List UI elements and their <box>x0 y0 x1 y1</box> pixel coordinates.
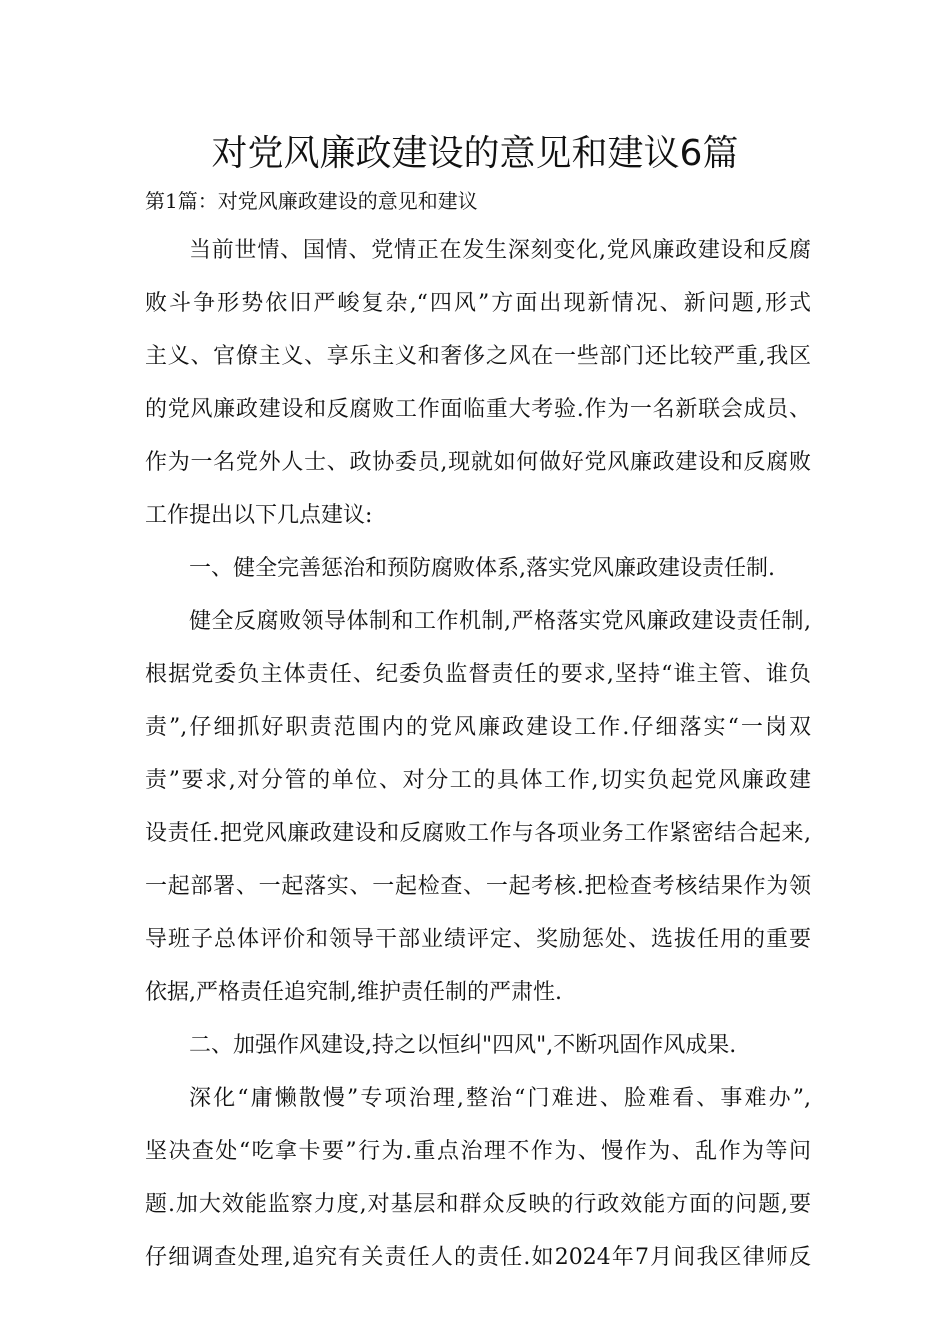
document-title: 对党风廉政建设的意见和建议6篇 <box>211 133 739 174</box>
paragraph-line: 根据党委负主体责任、纪委负监督责任的要求,坚持“谁主管、谁负 <box>145 662 811 687</box>
paragraph-line: 一起部署、一起落实、一起检查、一起考核.把检查考核结果作为领 <box>145 874 811 899</box>
paragraph-line: 主义、官僚主义、享乐主义和奢侈之风在一些部门还比较严重,我区 <box>145 344 811 369</box>
paragraph-line: 深化“庸懒散慢”专项治理,整治“门难进、脸难看、事难办”, <box>189 1086 811 1111</box>
paragraph-line: 当前世情、国情、党情正在发生深刻变化,党风廉政建设和反腐 <box>189 238 811 263</box>
paragraph-line: 的党风廉政建设和反腐败工作面临重大考验.作为一名新联会成员、 <box>145 397 811 422</box>
paragraph-line: 工作提出以下几点建议: <box>145 503 373 528</box>
paragraph-line: 设责任.把党风廉政建设和反腐败工作与各项业务工作紧密结合起来, <box>145 821 811 846</box>
paragraph-line: 依据,严格责任追究制,维护责任制的严肃性. <box>145 980 562 1005</box>
paragraph-line: 仔细调查处理,追究有关责任人的责任.如2024年7月间我区律师反 <box>145 1245 811 1270</box>
paragraph-line: 责”,仔细抓好职责范围内的党风廉政建设工作.仔细落实“一岗双 <box>145 715 811 740</box>
paragraph-line: 导班子总体评价和领导干部业绩评定、奖励惩处、选拔任用的重要 <box>145 927 811 952</box>
paragraph-line: 健全反腐败领导体制和工作机制,严格落实党风廉政建设责任制, <box>189 609 811 634</box>
section-heading: 第1篇：对党风廉政建设的意见和建议 <box>145 189 478 213</box>
paragraph-line: 败斗争形势依旧严峻复杂,“四风”方面出现新情况、新问题,形式 <box>145 291 811 316</box>
paragraph-line: 题.加大效能监察力度,对基层和群众反映的行政效能方面的问题,要 <box>145 1192 811 1217</box>
subheading-line: 二、加强作风建设,持之以恒纠"四风",不断巩固作风成果. <box>189 1033 737 1058</box>
paragraph-line: 坚决查处“吃拿卡要”行为.重点治理不作为、慢作为、乱作为等问 <box>145 1139 811 1164</box>
subheading-line: 一、健全完善惩治和预防腐败体系,落实党风廉政建设责任制. <box>189 556 775 581</box>
paragraph-line: 责”要求,对分管的单位、对分工的具体工作,切实负起党风廉政建 <box>145 768 811 793</box>
paragraph-line: 作为一名党外人士、政协委员,现就如何做好党风廉政建设和反腐败 <box>145 450 811 475</box>
